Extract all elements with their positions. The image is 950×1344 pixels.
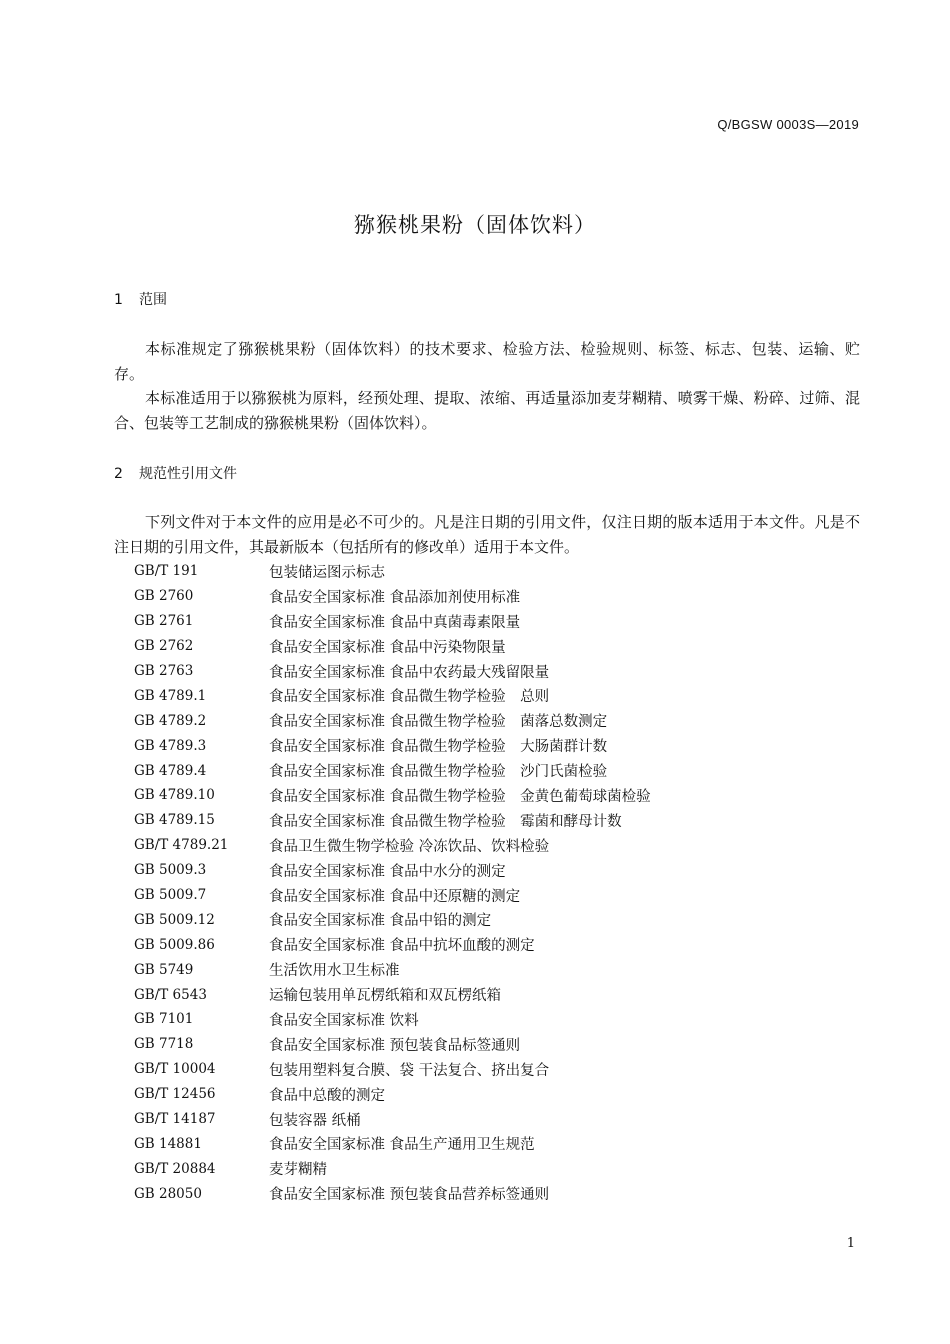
reference-item	[134, 932, 651, 957]
reference-title: 食品安全国家标准 食品生产通用卫生规范	[269, 1137, 535, 1154]
reference-item	[134, 957, 651, 982]
reference-code: GB 7101	[134, 1011, 194, 1028]
reference-code: GB 5009.7	[134, 887, 207, 904]
reference-code: GB 2763	[134, 663, 194, 679]
reference-title: 运输包装用单瓦楞纸箱和双瓦楞纸箱	[269, 988, 501, 1005]
reference-code: GB 2762	[134, 638, 194, 655]
reference-title: 食品安全国家标准 食品微生物学检验 金黄色葡萄球菌检验	[269, 788, 651, 805]
reference-item	[134, 982, 651, 1007]
reference-title: 食品卫生微生物学检验 冷冻饮品、饮料检验	[269, 838, 550, 855]
reference-code: GB 4789.15	[134, 812, 215, 829]
reference-title: 食品安全国家标准 食品中农药最大残留限量	[269, 664, 550, 681]
section-heading-normative-references	[114, 463, 237, 483]
reference-title: 包装储运图示标志	[269, 564, 385, 581]
reference-code: GB 4789.2	[134, 712, 207, 729]
reference-title: 食品安全国家标准 食品微生物学检验 总则	[269, 689, 550, 706]
reference-code: GB/T 12456	[134, 1086, 216, 1103]
reference-code: GB 2761	[134, 613, 194, 630]
reference-item	[134, 833, 651, 858]
reference-item	[134, 783, 651, 808]
reference-code: GB 4789.10	[134, 787, 215, 804]
reference-item	[134, 634, 651, 659]
reference-title: 食品安全国家标准 食品中真菌毒素限量	[269, 614, 521, 631]
reference-item	[134, 1007, 651, 1032]
section-number: 2	[114, 466, 123, 482]
reference-item	[134, 1032, 651, 1057]
reference-item	[134, 1107, 651, 1132]
reference-item	[134, 858, 651, 883]
reference-item	[134, 1057, 651, 1082]
reference-item	[134, 758, 651, 783]
reference-code: GB 4789.4	[134, 762, 207, 779]
scope-paragraph-1: 本标准规定了猕猴桃果粉（固体饮料）的技术要求、检验方法、检验规则、标签、标志、包装、运输、贮存。	[114, 340, 860, 383]
reference-item	[134, 1181, 651, 1206]
reference-title: 食品安全国家标准 食品微生物学检验 沙门氏菌检验	[269, 764, 608, 781]
reference-item	[134, 808, 651, 833]
reference-title: 食品中总酸的测定	[269, 1087, 385, 1104]
reference-item	[134, 584, 651, 609]
reference-code: GB 28050	[134, 1185, 202, 1202]
references-intro-paragraph: 下列文件对于本文件的应用是必不可少的。凡是注日期的引用文件，仅注日期的版本适用于本文件。凡是不注日期的引用文件，其最新版本（包括所有的修改单）适用于本文件。	[114, 513, 860, 556]
reference-code: GB 5749	[134, 961, 194, 978]
reference-title: 包装用塑料复合膜、袋 干法复合、挤出复合	[269, 1062, 550, 1079]
reference-item	[134, 609, 651, 634]
reference-code: GB/T 10004	[134, 1061, 216, 1078]
reference-code: GB/T 6543	[134, 986, 207, 1003]
reference-title: 食品安全国家标准 食品微生物学检验 霉菌和酵母计数	[269, 813, 622, 830]
reference-list	[134, 559, 651, 1206]
reference-item	[134, 1082, 651, 1107]
reference-title: 食品安全国家标准 食品中抗坏血酸的测定	[269, 938, 535, 955]
section-title: 范围	[139, 292, 167, 308]
reference-item	[134, 559, 651, 584]
reference-item	[134, 659, 651, 684]
reference-code: GB/T 14187	[134, 1111, 216, 1128]
reference-item	[134, 708, 651, 733]
reference-code: GB 2760	[134, 588, 194, 605]
reference-title: 食品安全国家标准 预包装食品营养标签通则	[269, 1187, 550, 1204]
section-heading-scope	[114, 289, 167, 309]
reference-title: 食品安全国家标准 食品微生物学检验 菌落总数测定	[269, 714, 608, 731]
reference-item	[134, 1131, 651, 1156]
reference-title: 食品安全国家标准 食品微生物学检验 大肠菌群计数	[269, 739, 608, 756]
reference-code: GB 7718	[134, 1036, 194, 1053]
reference-title: 包装容器 纸桶	[269, 1112, 361, 1129]
section-title: 规范性引用文件	[139, 466, 237, 482]
reference-code: GB 5009.3	[134, 862, 207, 879]
reference-item	[134, 883, 651, 908]
reference-title: 食品安全国家标准 饮料	[269, 1012, 419, 1029]
reference-title: 食品安全国家标准 食品添加剂使用标准	[269, 589, 521, 606]
reference-code: GB 4789.1	[134, 687, 207, 704]
reference-code: GB 5009.86	[134, 936, 215, 953]
reference-title: 麦芽糊精	[269, 1162, 327, 1179]
reference-code: GB 14881	[134, 1135, 202, 1152]
reference-title: 食品安全国家标准 食品中污染物限量	[269, 639, 506, 656]
reference-item	[134, 683, 651, 708]
scope-paragraph-2: 本标准适用于以猕猴桃为原料，经预处理、提取、浓缩、再适量添加麦芽糊精、喷雾干燥、粉碎、过筛、混合、包装等工艺制成的猕猴桃果粉（固体饮料）。	[114, 389, 860, 432]
standard-code: Q/BGSW 0003S—2019	[717, 117, 859, 132]
page-number: 1	[846, 1236, 855, 1251]
reference-item	[134, 733, 651, 758]
reference-title: 食品安全国家标准 食品中铅的测定	[269, 913, 492, 930]
reference-title: 食品安全国家标准 食品中还原糖的测定	[269, 888, 521, 905]
reference-code: GB 5009.12	[134, 911, 215, 928]
reference-item	[134, 1156, 651, 1181]
reference-code: GB/T 20884	[134, 1160, 216, 1177]
document-title: 猕猴桃果粉（固体饮料）	[354, 213, 596, 237]
reference-code: GB 4789.3	[134, 737, 207, 754]
reference-title: 生活饮用水卫生标准	[269, 963, 400, 980]
reference-item	[134, 907, 651, 932]
section-number: 1	[114, 292, 123, 308]
reference-code: GB/T 191	[134, 563, 199, 580]
reference-code: GB/T 4789.21	[134, 837, 229, 854]
reference-title: 食品安全国家标准 食品中水分的测定	[269, 863, 506, 880]
reference-title: 食品安全国家标准 预包装食品标签通则	[269, 1037, 521, 1054]
